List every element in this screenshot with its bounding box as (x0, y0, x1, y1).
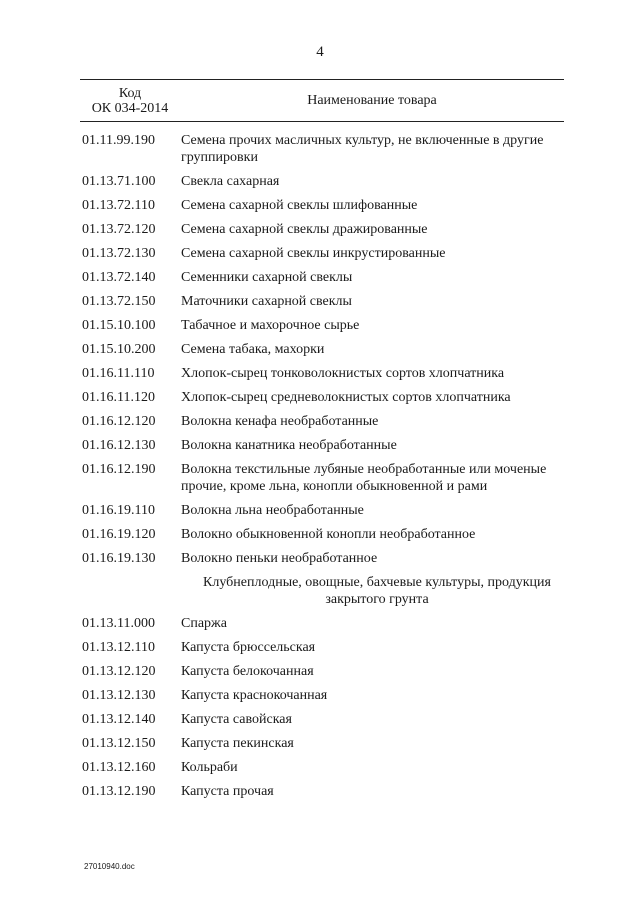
table-row (80, 221, 564, 245)
product-code: 01.16.19.110 (82, 503, 155, 518)
table-row (80, 389, 564, 413)
table-row (80, 783, 564, 807)
product-code: 01.16.12.120 (82, 414, 156, 429)
product-code: 01.13.12.110 (82, 640, 155, 655)
table-row (80, 413, 564, 437)
product-name: Свекла сахарная (181, 174, 280, 189)
product-code: 01.16.12.190 (82, 462, 156, 477)
table-row (80, 293, 564, 317)
table-row (80, 365, 564, 389)
table-header (80, 79, 564, 122)
table-row (80, 269, 564, 293)
product-code: 01.13.12.120 (82, 664, 156, 679)
product-code: 01.13.72.120 (82, 222, 156, 237)
table-row (80, 461, 564, 502)
table-row (80, 437, 564, 461)
product-name: Волокна канатника необработанные (181, 438, 397, 453)
header-code-title: Код (118, 85, 142, 101)
table-row (80, 550, 564, 574)
header-code-column (80, 86, 180, 116)
product-code: 01.13.72.140 (82, 270, 156, 285)
section-heading: Клубнеплодные, овощные, бахчевые культуры, продукция закрытого грунта (203, 575, 551, 607)
product-name: Волокно пеньки необработанное (181, 551, 378, 566)
product-name: Волокно обыкновенной конопли необработанное (181, 527, 476, 542)
product-name: Табачное и махорочное сырье (181, 318, 360, 333)
table-row (80, 526, 564, 550)
table-row (80, 341, 564, 365)
table-row (80, 687, 564, 711)
product-name: Кольраби (181, 760, 238, 775)
classifier-table-body (80, 132, 564, 807)
table-row (80, 615, 564, 639)
product-code: 01.13.12.140 (82, 712, 156, 727)
table-row (80, 502, 564, 526)
product-code: 01.16.12.130 (82, 438, 156, 453)
product-code: 01.13.12.190 (82, 784, 156, 799)
table-row (80, 317, 564, 341)
header-code-standard: ОК 034-2014 (91, 100, 169, 116)
product-code: 01.15.10.200 (82, 342, 156, 357)
product-code: 01.13.72.150 (82, 294, 156, 309)
table-row (80, 735, 564, 759)
product-name: Волокна кенафа необработанные (181, 414, 379, 429)
table-row (80, 197, 564, 221)
product-name: Семенники сахарной свеклы (181, 270, 353, 285)
table-row (80, 639, 564, 663)
product-name: Спаржа (181, 616, 227, 631)
footer-file-name: 27010940.doc (84, 862, 135, 871)
product-code: 01.11.99.190 (82, 133, 155, 148)
table-row (80, 711, 564, 735)
product-name: Волокна текстильные лубяные необработанные или моченые прочие, кроме льна, конопли обыкновенной и рами (181, 462, 547, 494)
product-code: 01.13.72.130 (82, 246, 156, 261)
product-code: 01.16.11.120 (82, 390, 155, 405)
product-code: 01.13.12.160 (82, 760, 156, 775)
product-code: 01.16.19.130 (82, 551, 156, 566)
table-row (80, 173, 564, 197)
product-name: Капуста белокочанная (181, 664, 314, 679)
product-name: Капуста брюссельская (181, 640, 316, 655)
product-name: Капуста савойская (181, 712, 292, 727)
product-code: 01.16.19.120 (82, 527, 156, 542)
header-name-title: Наименование товара (307, 92, 437, 108)
product-name: Капуста прочая (181, 784, 274, 799)
product-name: Семена табака, махорки (181, 342, 325, 357)
product-name: Маточники сахарной свеклы (181, 294, 352, 309)
product-code: 01.13.11.000 (82, 616, 155, 631)
product-code: 01.13.72.110 (82, 198, 155, 213)
product-name: Хлопок-сырец средневолокнистых сортов хлопчатника (181, 390, 511, 405)
table-row (80, 132, 564, 173)
product-group-2 (80, 615, 564, 807)
table-row (80, 759, 564, 783)
product-code: 01.15.10.100 (82, 318, 156, 333)
product-code: 01.13.71.100 (82, 174, 156, 189)
product-code: 01.16.11.110 (82, 366, 155, 381)
table-row (80, 245, 564, 269)
table-row (80, 663, 564, 687)
product-name: Семена сахарной свеклы инкрустированные (181, 246, 446, 261)
page-number: 4 (316, 44, 324, 60)
product-name: Семена сахарной свеклы шлифованные (181, 198, 418, 213)
product-code: 01.13.12.130 (82, 688, 156, 703)
product-name: Хлопок-сырец тонковолокнистых сортов хлопчатника (181, 366, 505, 381)
product-name: Капуста краснокочанная (181, 688, 328, 703)
product-group-1 (80, 132, 564, 574)
product-name: Капуста пекинская (181, 736, 294, 751)
product-name: Семена прочих масличных культур, не включенные в другие группировки (181, 133, 544, 165)
product-code: 01.13.12.150 (82, 736, 156, 751)
product-name: Семена сахарной свеклы дражированные (181, 222, 428, 237)
product-name: Волокна льна необработанные (181, 503, 364, 518)
